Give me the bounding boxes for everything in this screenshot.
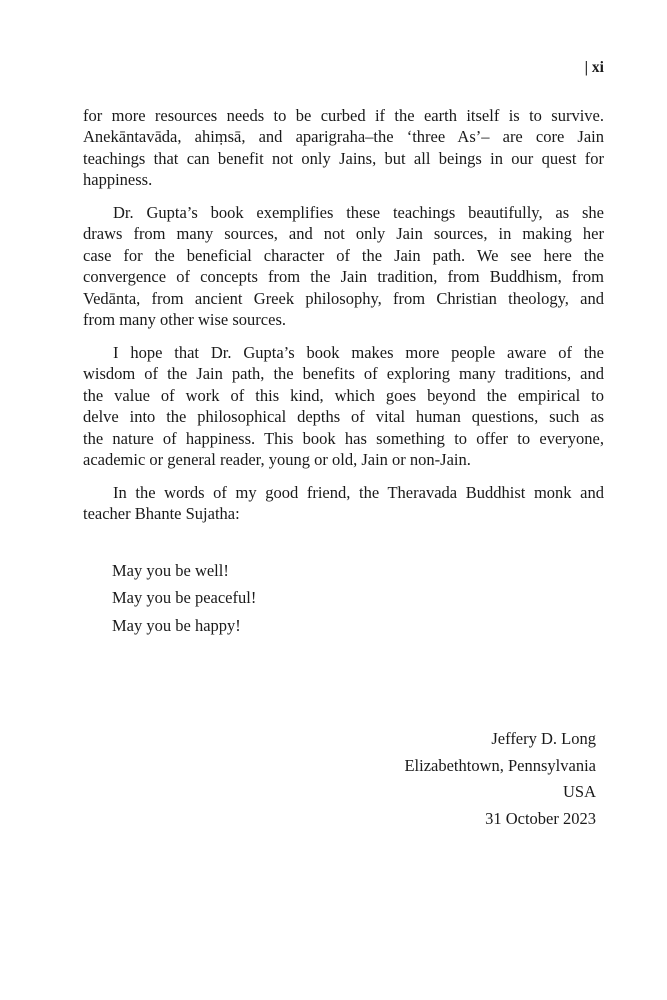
paragraph [83,482,604,525]
paragraph-line: from many other wise sources. [83,310,286,329]
paragraph-line: wisdom of the Jain path, the benefits of exploring many traditions, and [83,364,604,383]
paragraph-line: Dr. Gupta’s book exemplifies these teachings beautifully, as she [113,202,604,222]
blessing-line: May you be happy! [112,615,241,635]
signature-line: USA [562,782,596,801]
paragraph-line: teachings that can benefit not only Jains, but all beings in our quest for [83,148,604,168]
paragraph-line: the value of work of this kind, which goes beyond the empirical to [83,385,604,405]
paragraph-line: Anekāntavāda, ahiṃsā, and aparigraha–the ‘three As’– are core Jain [83,127,604,146]
paragraph-line: the nature of happiness. This book has something to offer to everyone, [83,428,604,448]
paragraph-line: Vedānta, from ancient Greek philosophy, from Christian theology, and [83,288,604,308]
paragraph-line: I hope that Dr. Gupta’s book makes more people aware of the [113,342,604,362]
blessing-block [83,560,604,637]
signature-block [83,726,604,832]
paragraph-line: for more resources needs to be curbed if the earth itself is to survive. [83,105,604,125]
paragraph-line: happiness. [83,170,153,189]
paragraph-line: academic or general reader, young or old, Jain or non-Jain. [83,450,471,469]
paragraph-line: case for the beneficial character of the Jain path. We see here the [83,245,604,265]
paragraph [83,342,604,471]
paragraph-line: draws from many sources, and not only Jain sources, in making her [83,224,604,243]
signature-line: Jeffery D. Long [491,729,596,748]
paragraphs [83,105,604,525]
paragraph [83,202,604,331]
blessing-line: May you be peaceful! [112,588,257,607]
page-body [83,105,604,833]
paragraph-line: delve into the philosophical depths of vital human questions, such as [83,407,604,426]
signature-line: Elizabethtown, Pennsylvania [404,755,596,775]
paragraph-line: teacher Bhante Sujatha: [83,504,240,523]
blessing-line: May you be well! [112,560,229,580]
page-number: | xi [584,59,604,76]
paragraph [83,105,604,191]
signature-line: 31 October 2023 [485,808,596,828]
paragraph-line: convergence of concepts from the Jain tradition, from Buddhism, from [83,267,604,286]
paragraph-line: In the words of my good friend, the Theravada Buddhist monk and [113,482,604,502]
